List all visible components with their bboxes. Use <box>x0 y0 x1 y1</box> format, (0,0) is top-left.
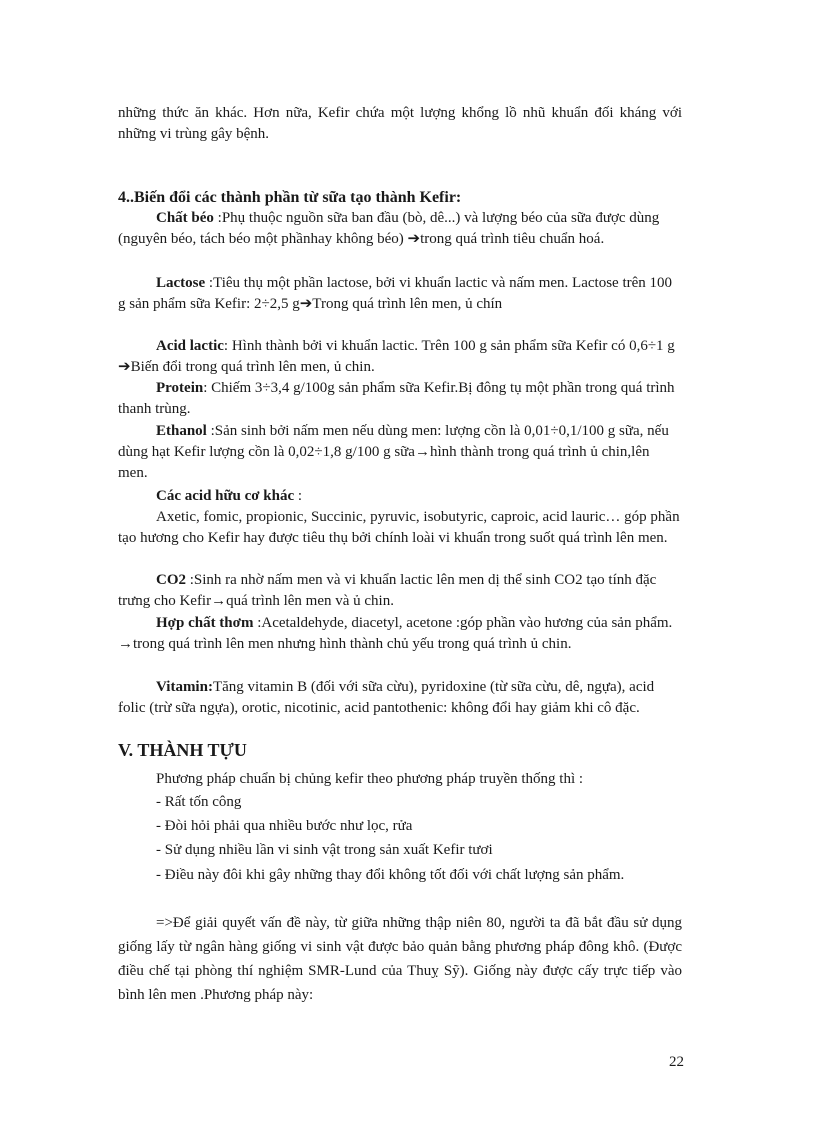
item-text: :Sản sinh bởi nấm men nếu dùng men: lượng cồn là 0,01÷0,1/100 g sữa, nếu dùng hạt Kefir lượng cồn là 0,02÷1,8 g/100 g sữa→hình thành trong quá trình ủ chin,lên men. <box>118 423 669 481</box>
intro-paragraph: những thức ăn khác. Hơn nữa, Kefir chứa một lượng khổng lồ nhũ khuẩn đối kháng với những vi trùng gây bệnh. <box>118 105 682 142</box>
item-label: Protein <box>156 380 204 396</box>
item-label: Acid lactic <box>156 338 224 354</box>
item-label: Vitamin: <box>156 679 213 695</box>
item-text: : Chiếm 3÷3,4 g/100g sản phẩm sữa Kefir.Bị đông tụ một phần trong quá trình thanh trùng. <box>118 380 675 417</box>
item-protein <box>118 378 682 420</box>
item-acid-lactic <box>118 336 682 378</box>
item-co2 <box>118 570 682 612</box>
item-hop-chat-thom <box>118 613 682 655</box>
item-lactose <box>118 273 682 315</box>
item-acid-huu-co-detail <box>118 507 682 549</box>
s5-bullet-3: - Sử dụng nhiều lần vi sinh vật trong sản xuất Kefir tươi <box>156 842 493 858</box>
item-label: CO2 <box>156 572 186 588</box>
item-acid-huu-co <box>118 486 682 507</box>
s5-bullet-2: - Đòi hỏi phải qua nhiều bước như lọc, rửa <box>156 818 413 834</box>
section-5-title: V. THÀNH TỰU <box>118 740 247 760</box>
item-ethanol <box>118 421 682 484</box>
section-4-title: 4..Biến đổi các thành phần từ sữa tạo thành Kefir: <box>118 189 462 206</box>
item-text: :Tiêu thụ một phần lactose, bởi vi khuẩn lactic và nấm men. Lactose trên 100 g sản phẩm sữa Kefir: 2÷2,5 g➔Trong quá trình lên men, ủ chín <box>118 275 673 312</box>
s5-bullet-4: - Điều này đôi khi gây những thay đổi không tốt đối với chất lượng sản phẩm. <box>156 867 625 883</box>
item-label: Ethanol <box>156 423 207 439</box>
item-text: : <box>294 488 303 504</box>
s5-bullet-1: - Rất tốn công <box>156 794 242 810</box>
item-label: Các acid hữu cơ khác <box>156 488 295 504</box>
item-text: : Hình thành bởi vi khuẩn lactic. Trên 100 g sản phẩm sữa Kefir có 0,6÷1 g ➔Biến đổi trong quá trình lên men, ủ chin. <box>118 338 675 375</box>
item-label: Lactose <box>156 275 206 291</box>
item-text: :Acetaldehyde, diacetyl, acetone :góp phần vào hương của sản phẩm. →trong quá trình lên men nhưng hình thành chủ yếu trong quá trình ủ chin. <box>118 615 673 652</box>
s5-paragraph-1: Phương pháp chuẩn bị chủng kefir theo phương pháp truyền thống thì : <box>156 771 584 787</box>
item-label: Hợp chất thơm <box>156 615 254 631</box>
item-text: Axetic, fomic, propionic, Succinic, pyruvic, isobutyric, caproic, acid lauric… góp phần tạo hương cho Kefir hay được tiêu thụ bởi chính loài vi khuẩn trong suốt quá trình lên men. <box>118 509 680 546</box>
item-text: Tăng vitamin B (đối với sữa cừu), pyridoxine (từ sữa cừu, dê, ngựa), acid folic (trừ sữa ngựa), orotic, nicotinic, acid pantothenic: không đổi hay giảm khi cô đặc. <box>118 679 655 716</box>
item-chat-beo <box>118 208 682 250</box>
item-text: :Phụ thuộc nguồn sữa ban đầu (bò, dê...) và lượng béo của sữa được dùng (nguyên béo, tách béo một phầnhay không béo) ➔trong quá trình tiêu chuẩn hoá. <box>118 210 660 247</box>
s5-paragraph-2: =>Để giải quyết vấn đề này, từ giữa những thập niên 80, người ta đã bắt đầu sử dụng giống lấy từ ngân hàng giống vi sinh vật được bảo quản bằng phương pháp đông khô. (Được điều chế tại phòng thí nghiệm SMR-Lund của Thuỵ Sỹ). Giống này được cấy trực tiếp vào bình lên men .Phương pháp này: <box>118 915 682 1003</box>
page-number: 22 <box>669 1054 684 1070</box>
item-text: :Sinh ra nhờ nấm men và vi khuẩn lactic lên men dị thể sinh CO2 tạo tính đặc trưng cho Kefir→quá trình lên men và ủ chin. <box>118 572 657 609</box>
item-label: Chất béo <box>156 210 214 226</box>
item-vitamin <box>118 677 682 719</box>
